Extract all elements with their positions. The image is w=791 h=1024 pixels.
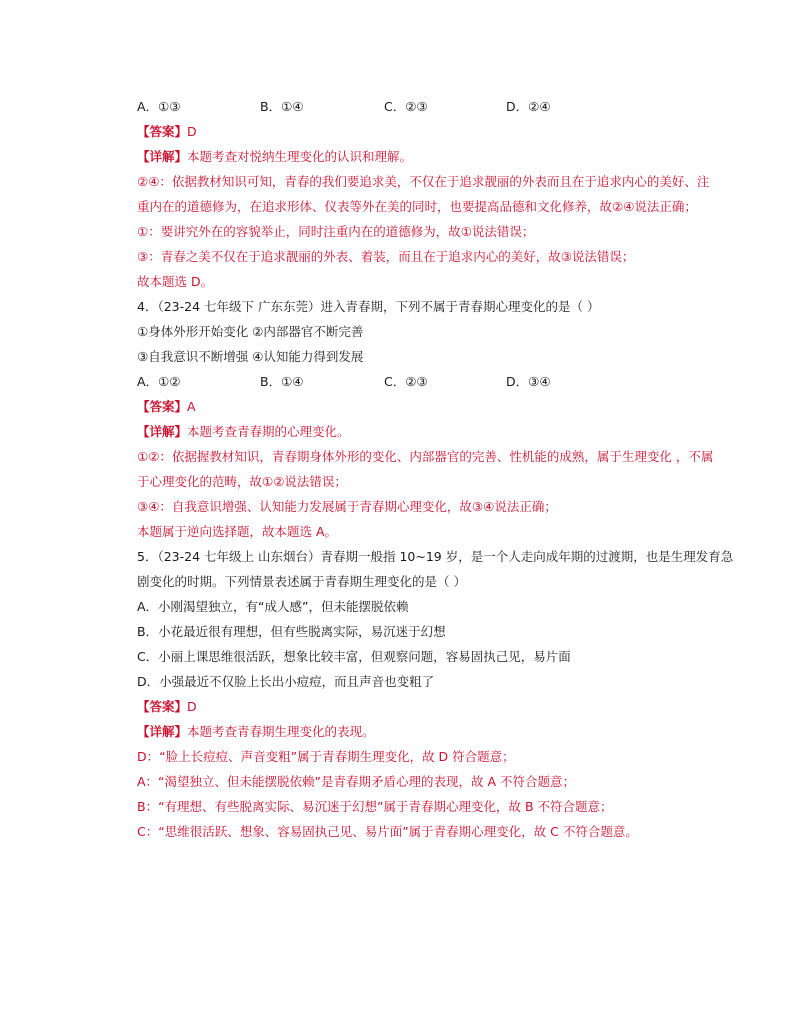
q4-detail-line: ③④：自我意识增强、认知能力发展属于青春期心理变化，故③④说法正确；: [137, 499, 557, 514]
q3-option-d: D．②④: [506, 99, 551, 114]
q4-answer: [137, 398, 196, 416]
q5-option-c: C．小丽上课思维很活跃，想象比较丰富，但观察问题，容易固执己见，易片面: [137, 649, 571, 664]
q3-detail-line: ①：要讲究外在的容貌举止，同时注重内在的道德修为，故①说法错误；: [137, 224, 535, 239]
q3-answer: [137, 123, 197, 141]
q3-detail-line: ③：青春之美不仅在于追求靓丽的外表、着装，而且在于追求内心的美好，故③说法错误；: [137, 249, 635, 264]
q3-detail-line: 重内在的道德修为，在追求形体、仪表等外在美的同时，也要提高品德和文化修养，故②④说法正确；: [137, 199, 697, 214]
q3-detail: [137, 148, 412, 166]
q5-stem: 5．（23-24 七年级上 山东烟台）青春期一般指 10~19 岁，是一个人走向成年期的过渡期，也是生理发育急: [137, 549, 734, 564]
q5-stem: 剧变化的时期。下列情景表述属于青春期生理变化的是（ ）: [137, 574, 466, 589]
detail-tag: 【详解】: [137, 724, 188, 739]
answer-tag: 【答案】: [137, 699, 188, 714]
q4-detail-line: 本题属于逆向选择题，故本题选 A。: [137, 524, 338, 539]
q4-items: ①身体外形开始变化 ②内部器官不断完善: [137, 324, 364, 339]
q4-stem: 4．（23-24 七年级下 广东东莞）进入青春期，下列不属于青春期心理变化的是（ ）: [137, 299, 600, 314]
detail-tag: 【详解】: [137, 424, 188, 439]
q5-option-a: A．小刚渴望独立，有“成人感”，但未能摆脱依赖: [137, 599, 409, 614]
q5-answer: [137, 698, 197, 716]
q4-detail: [137, 423, 350, 441]
detail-tag: 【详解】: [137, 149, 188, 164]
q3-detail-line: ②④：依据教材知识可知，青春的我们要追求美，不仅在于追求靓丽的外表而且在于追求内心的美好、注: [137, 174, 710, 189]
q4-option-a: A．①②: [137, 374, 181, 389]
q3-detail-line: 故本题选 D。: [137, 274, 214, 289]
q5-option-d: D．小强最近不仅脸上长出小痘痘，而且声音也变粗了: [137, 674, 435, 689]
answer-value: A: [187, 399, 196, 414]
q4-option-b: B．①④: [260, 374, 304, 389]
q4-option-c: C．②③: [384, 374, 428, 389]
detail-intro: 本题考查对悦纳生理变化的认识和理解。: [187, 149, 413, 164]
answer-tag: 【答案】: [137, 124, 188, 139]
q5-detail-line: C：“思维很活跃、想象、容易固执己见、易片面”属于青春期心理变化，故 C 不符合题意。: [137, 824, 638, 839]
q4-detail-line: ①②：依据握教材知识，青春期身体外形的变化、内部器官的完善、性机能的成熟，属于生理变化 ，不属: [137, 449, 714, 464]
q5-detail-line: A：“渴望独立、但未能摆脱依赖”是青春期矛盾心理的表现，故 A 不符合题意；: [137, 774, 576, 789]
q5-detail-line: B：“有理想、有些脱离实际、易沉迷于幻想”属于青春期心理变化，故 B 不符合题意；: [137, 799, 613, 814]
q3-option-a: A．①③: [137, 99, 181, 114]
q5-option-b: B．小花最近很有理想，但有些脱离实际，易沉迷于幻想: [137, 624, 446, 639]
answer-value: D: [187, 699, 197, 714]
detail-intro: 本题考查青春期生理变化的表现。: [187, 724, 375, 739]
answer-value: D: [187, 124, 197, 139]
q5-detail-line: D：“脸上长痘痘、声音变粗”属于青春期生理变化，故 D 符合题意；: [137, 749, 515, 764]
q4-option-d: D．③④: [506, 374, 551, 389]
q3-option-b: B．①④: [260, 99, 304, 114]
answer-tag: 【答案】: [137, 399, 188, 414]
q3-option-c: C．②③: [384, 99, 428, 114]
detail-intro: 本题考查青春期的心理变化。: [187, 424, 350, 439]
q5-detail: [137, 723, 375, 741]
q4-items: ③自我意识不断增强 ④认知能力得到发展: [137, 349, 364, 364]
q4-detail-line: 于心理变化的范畴，故①②说法错误；: [137, 474, 347, 489]
